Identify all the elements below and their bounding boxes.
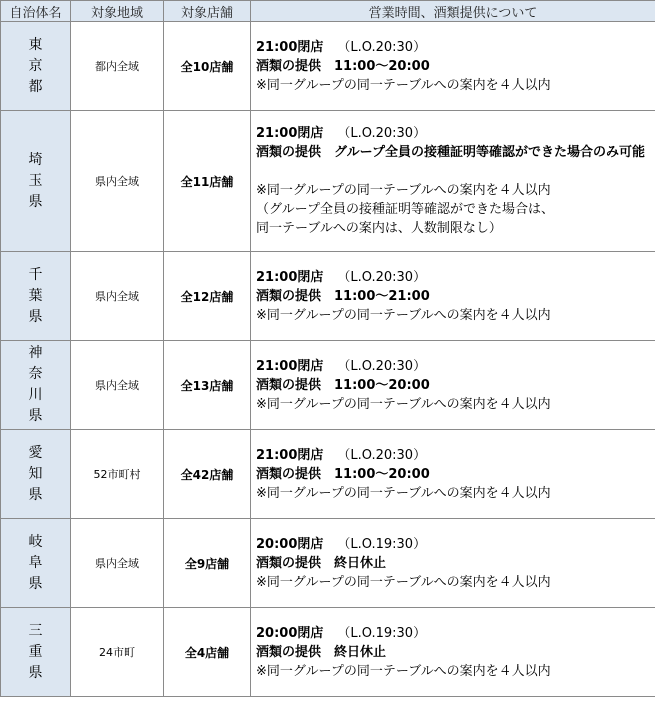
- closing-time: 21:00閉店: [256, 269, 324, 285]
- info-cell: [251, 22, 655, 111]
- note-line: （グループ全員の接種証明等確認ができた場合は、: [256, 202, 554, 217]
- prefecture-char: 県: [28, 193, 43, 210]
- stores-cell: 全10店舗: [164, 22, 251, 111]
- closing-time: 21:00閉店: [256, 358, 324, 374]
- table-row: [1, 111, 655, 252]
- prefecture-char: 岐: [28, 533, 43, 550]
- table-row: [1, 252, 655, 341]
- alcohol-line: 酒類の提供 グループ全員の接種証明等確認ができた場合のみ可能: [256, 145, 645, 160]
- info-cell: [251, 111, 655, 252]
- prefecture-cell: [1, 608, 71, 697]
- closing-line: [256, 446, 655, 465]
- prefecture-char: 京: [28, 57, 43, 74]
- header-municipality: 自治体名: [1, 1, 71, 22]
- stores-cell: 全9店舗: [164, 519, 251, 608]
- note-line: ※同一グループの同一テーブルへの案内を４人以内: [256, 396, 551, 412]
- prefecture-cell: [1, 111, 71, 252]
- prefecture-char: 川: [28, 387, 43, 403]
- prefecture-char: 玉: [28, 172, 43, 189]
- alcohol-line: 酒類の提供 11:00～20:00: [256, 466, 430, 482]
- table-row: [1, 341, 655, 430]
- info-cell: [251, 341, 655, 430]
- closing-line: [256, 268, 655, 287]
- last-order: （L.O.20:30）: [337, 39, 427, 55]
- prefecture-char: 奈: [28, 366, 43, 382]
- prefecture-char: 県: [28, 486, 43, 503]
- last-order: （L.O.19:30）: [337, 536, 427, 552]
- last-order: （L.O.19:30）: [337, 625, 427, 641]
- area-cell: 都内全域: [71, 22, 164, 111]
- prefecture-char: 都: [28, 78, 43, 95]
- note-line: ※同一グループの同一テーブルへの案内を４人以内: [256, 574, 551, 590]
- note-line: ※同一グループの同一テーブルへの案内を４人以内: [256, 663, 551, 679]
- closing-time: 21:00閉店: [256, 447, 324, 463]
- prefecture-char: 県: [28, 575, 43, 592]
- area-cell: 県内全域: [71, 341, 164, 430]
- info-cell: [251, 430, 655, 519]
- alcohol-line: 酒類の提供 11:00～20:00: [256, 58, 430, 74]
- info-cell: [251, 608, 655, 697]
- prefecture-cell: [1, 430, 71, 519]
- info-cell: [251, 519, 655, 608]
- prefecture-cell: [1, 252, 71, 341]
- note-line: 同一テーブルへの案内は、人数制限なし）: [256, 221, 502, 236]
- closing-line: [256, 357, 655, 376]
- spacer: [256, 162, 655, 181]
- header-target-area: 対象地域: [71, 1, 164, 22]
- prefecture-char: 東: [28, 36, 43, 53]
- header-hours-alcohol: 営業時間、酒類提供について: [251, 1, 655, 22]
- area-cell: 52市町村: [71, 430, 164, 519]
- prefecture-char: 重: [28, 643, 43, 660]
- closing-line: [256, 624, 655, 643]
- last-order: （L.O.20:30）: [337, 358, 427, 374]
- prefecture-char: 県: [28, 664, 43, 681]
- note-line: ※同一グループの同一テーブルへの案内を４人以内: [256, 307, 551, 323]
- last-order: （L.O.20:30）: [337, 126, 427, 141]
- info-cell: [251, 252, 655, 341]
- prefecture-char: 神: [28, 345, 43, 361]
- prefecture-cell: [1, 341, 71, 430]
- last-order: （L.O.20:30）: [337, 269, 427, 285]
- closing-line: [256, 124, 655, 143]
- area-cell: 県内全域: [71, 252, 164, 341]
- alcohol-line: 酒類の提供 11:00～20:00: [256, 377, 430, 393]
- closing-time: 20:00閉店: [256, 536, 324, 552]
- prefecture-char: 知: [28, 465, 43, 482]
- stores-cell: 全13店舗: [164, 341, 251, 430]
- last-order: （L.O.20:30）: [337, 447, 427, 463]
- prefecture-char: 三: [28, 622, 43, 639]
- alcohol-line: 酒類の提供 終日休止: [256, 644, 387, 660]
- prefecture-char: 阜: [28, 554, 43, 571]
- table-row: [1, 22, 655, 111]
- table-row: [1, 430, 655, 519]
- note-line: ※同一グループの同一テーブルへの案内を４人以内: [256, 485, 551, 501]
- prefecture-char: 県: [28, 408, 43, 424]
- stores-cell: 全12店舗: [164, 252, 251, 341]
- alcohol-line: 酒類の提供 11:00～21:00: [256, 288, 430, 304]
- stores-cell: 全42店舗: [164, 430, 251, 519]
- prefecture-cell: [1, 22, 71, 111]
- header-row: [1, 1, 655, 22]
- prefecture-char: 県: [28, 308, 43, 325]
- table-row: [1, 519, 655, 608]
- prefecture-char: 千: [28, 266, 43, 283]
- prefecture-cell: [1, 519, 71, 608]
- table-row: [1, 608, 655, 697]
- closing-time: 21:00閉店: [256, 126, 324, 141]
- prefecture-char: 愛: [28, 444, 43, 461]
- closing-line: [256, 38, 655, 57]
- closing-line: [256, 535, 655, 554]
- alcohol-line: 酒類の提供 終日休止: [256, 555, 387, 571]
- prefecture-char: 埼: [28, 151, 43, 168]
- note-line: ※同一グループの同一テーブルへの案内を４人以内: [256, 77, 551, 93]
- prefecture-char: 葉: [28, 287, 43, 304]
- note-line: ※同一グループの同一テーブルへの案内を４人以内: [256, 183, 551, 198]
- closing-time: 21:00閉店: [256, 39, 324, 55]
- stores-cell: 全4店舗: [164, 608, 251, 697]
- area-cell: 県内全域: [71, 111, 164, 252]
- area-cell: 24市町: [71, 608, 164, 697]
- header-target-stores: 対象店舗: [164, 1, 251, 22]
- stores-cell: 全11店舗: [164, 111, 251, 252]
- closing-time: 20:00閉店: [256, 625, 324, 641]
- area-cell: 県内全域: [71, 519, 164, 608]
